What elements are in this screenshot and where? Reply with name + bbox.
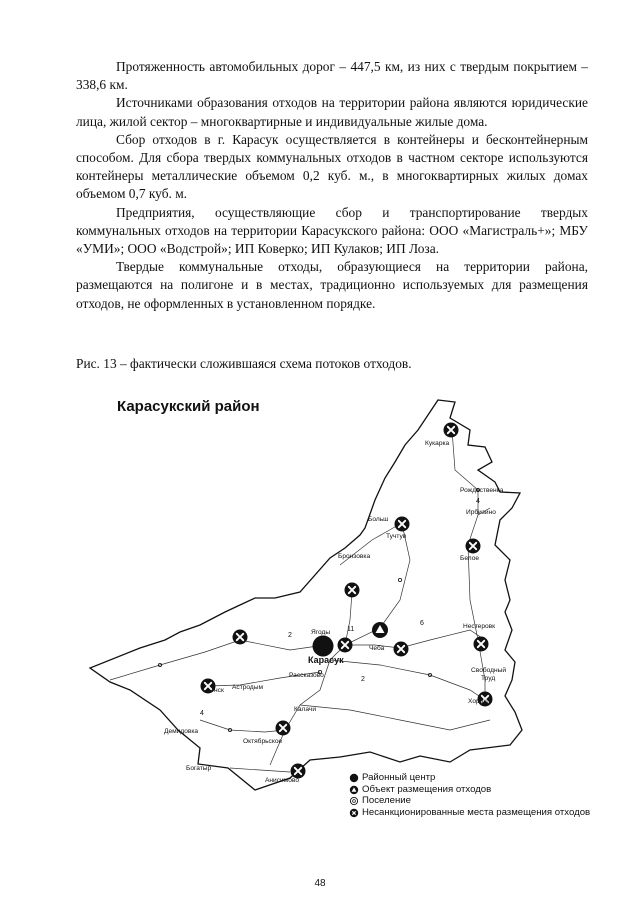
unauthorized-dump-icon xyxy=(444,423,459,438)
place-bronzov: Бронзовка xyxy=(338,553,371,560)
paragraph: Предприятия, осуществляющие сбор и транспортирование твердых коммунальных отходов на территории Карасукского района: ООО «Магистраль+»; МБУ «УМИ»; ООО «Водстрой»; ИП Коверко; ИП Кулаков; ИП Лоза. xyxy=(76,204,588,257)
place-yagodnoe: Ягоды xyxy=(311,629,331,636)
place-anisimovo: Анисимово xyxy=(265,777,299,784)
map-number: 6 xyxy=(420,620,424,627)
place-cheba: Чеба xyxy=(369,645,385,652)
figure-caption: Рис. 13 – фактически сложившаяся схема потоков отходов. xyxy=(76,356,412,371)
place-svobodny: Свободный xyxy=(471,667,507,674)
place-astrodym: Астродым xyxy=(232,684,264,691)
legend-label: Поселение xyxy=(362,795,411,806)
legend-item xyxy=(346,795,612,807)
place-irbizino: Ирбизино xyxy=(466,509,496,516)
paragraph: Источниками образования отходов на территории района являются юридические лица, жилой сектор – многоквартирные и индивидуальные жилые дома. xyxy=(76,95,588,129)
unauthorized-dump-icon xyxy=(233,630,248,645)
place-rozhdestvenka: Рождественка xyxy=(460,487,504,494)
map-number: 2 xyxy=(288,632,292,639)
unauthorized-dump-icon xyxy=(338,638,353,653)
place-raskazovo: Рассказово xyxy=(289,672,324,679)
settlement-icon xyxy=(398,578,401,581)
place-khorosh: Хороше xyxy=(468,698,493,705)
place-tuchtuv: Тучтув xyxy=(386,533,407,540)
legend-label: Объект размещения отходов xyxy=(362,783,492,795)
place-beloe: Белое xyxy=(460,555,480,562)
place-demidovka: Демидовка xyxy=(164,728,199,735)
unauthorized-dump-icon xyxy=(466,539,481,554)
place-nsk: нск xyxy=(214,687,224,694)
waste-facility-icon xyxy=(372,622,388,638)
place-kukarka: Кукарка xyxy=(425,440,450,447)
district-boundary xyxy=(90,400,522,790)
unauthorized-dump-icon xyxy=(346,807,362,818)
legend-label: Несанкционированные места размещения отходов xyxy=(362,806,591,818)
map-title: Карасукский район xyxy=(117,398,260,415)
settlement-icon xyxy=(346,795,362,806)
unauthorized-dump-icon xyxy=(394,642,409,657)
map-number: 4 xyxy=(476,498,480,505)
legend-item xyxy=(346,772,612,784)
place-trud: Труд xyxy=(481,675,496,682)
map-number: 11 xyxy=(347,626,355,633)
paragraph: Твердые коммунальные отходы, образующиеся на территории района, размещаются на полигоне и в местах, традиционно используемых для размещения отходов, не оформленных в установленном порядке. xyxy=(76,259,588,311)
roads xyxy=(110,430,490,772)
place-nesterovka: Нестеровк xyxy=(463,623,496,630)
paragraph: Сбор отходов в г. Карасук осуществляется в контейнеры и бесконтейнерным способом. Для сбора твердых коммунальных отходов в частном секторе используются контейнеры металлические объемом 0,2 куб. м., в многоквартирных жилых домах объемом 0,7 куб. м. xyxy=(76,131,588,202)
unauthorized-dump-icon xyxy=(345,583,360,598)
page-number: 48 xyxy=(314,878,326,889)
district-center-icon xyxy=(346,772,362,783)
unauthorized-dump-icon xyxy=(395,517,410,532)
map-legend xyxy=(346,772,612,818)
place-oktyabrskoe: Октябрьское xyxy=(243,738,283,745)
unauthorized-dump-markers xyxy=(201,423,496,779)
unauthorized-dump-icon xyxy=(474,637,489,652)
waste-facility-icon xyxy=(346,784,362,795)
settlement-markers xyxy=(158,488,479,731)
map-number: 4 xyxy=(200,710,204,717)
unauthorized-dump-icon xyxy=(276,721,291,736)
map-number: 2 xyxy=(361,676,365,683)
place-labels xyxy=(164,440,506,784)
place-kalachi: Калачи xyxy=(294,706,316,713)
place-bogatyr: Богатыр xyxy=(186,765,212,772)
place-karasuk: Карасук xyxy=(308,655,344,665)
legend-item xyxy=(346,784,612,796)
legend-item xyxy=(346,807,612,819)
district-center-icon xyxy=(313,636,334,657)
legend-label: Районный центр xyxy=(362,772,436,783)
place-bolshoy: Больш xyxy=(368,516,389,523)
paragraph: Протяженность автомобильных дорог – 447,5 км, из них с твердым покрытием – 338,6 км. xyxy=(76,59,588,93)
